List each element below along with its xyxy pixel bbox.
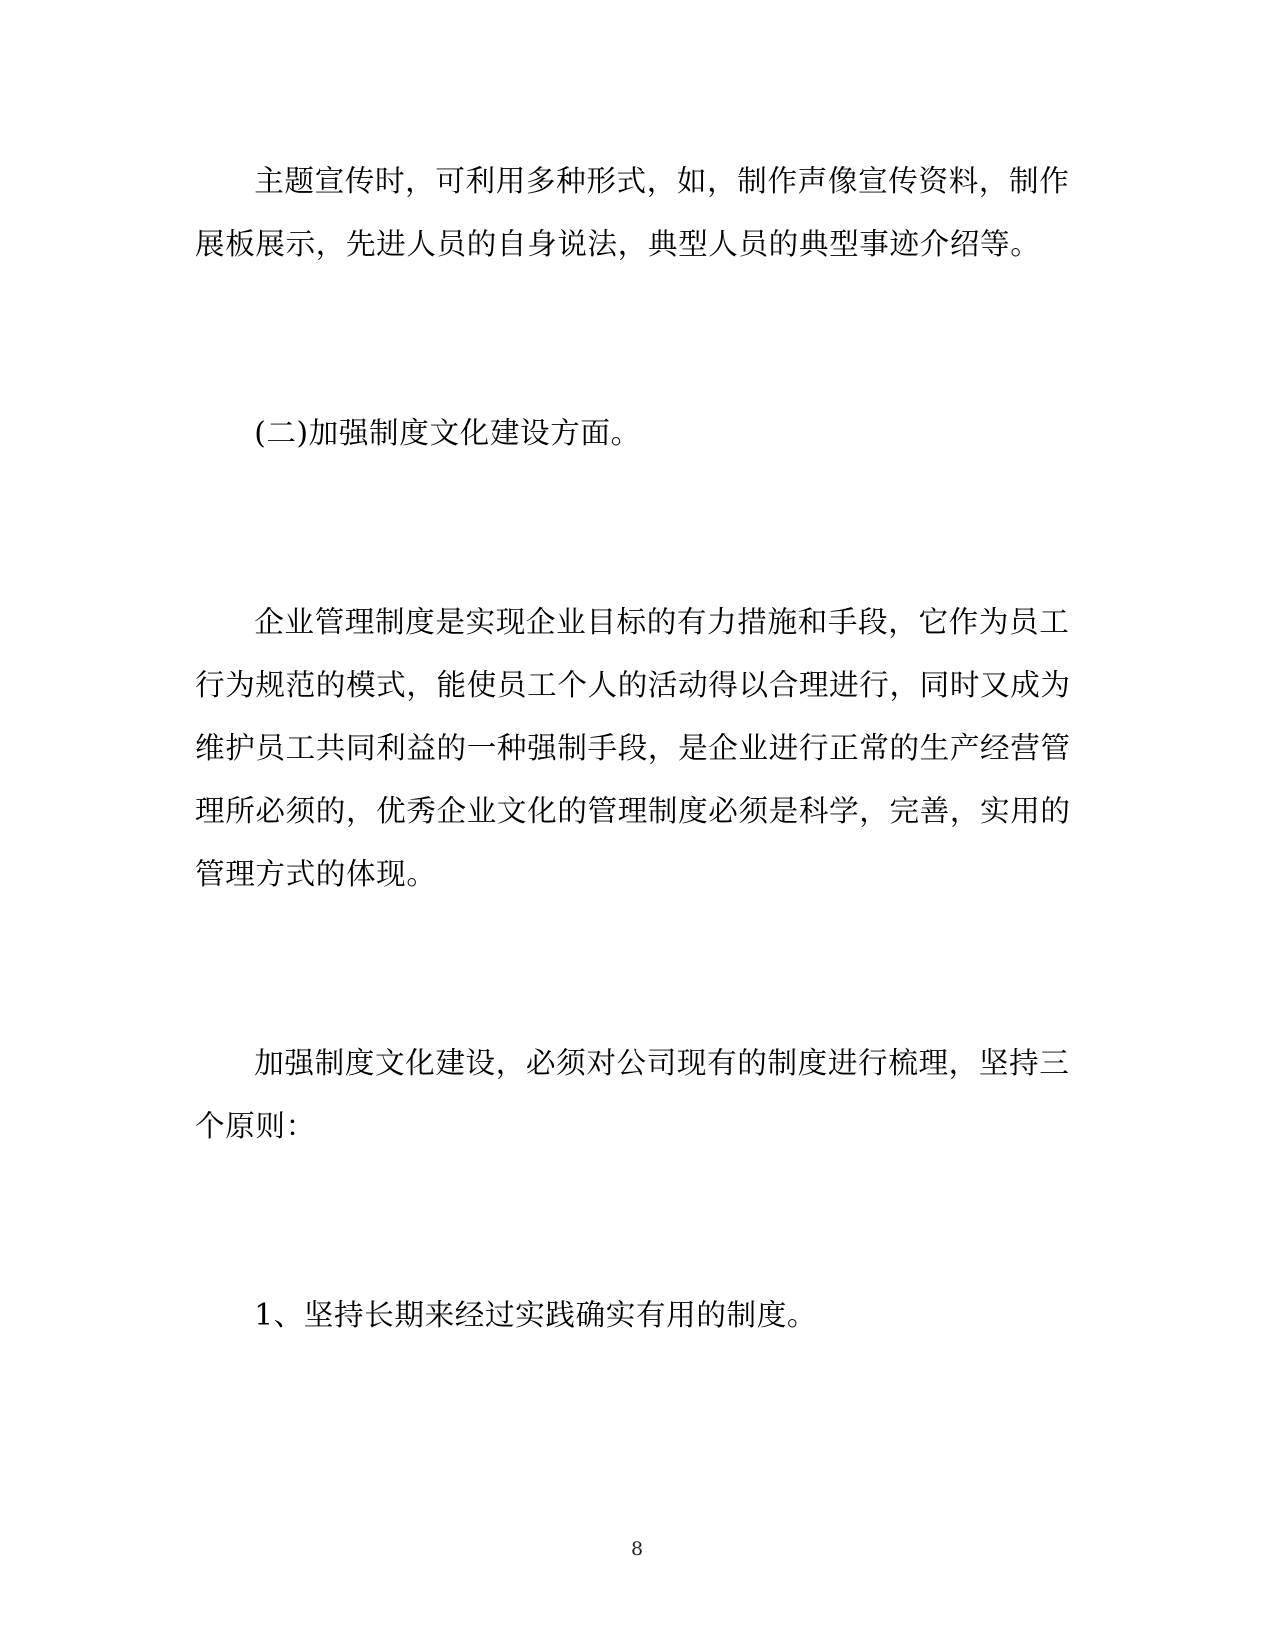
paragraph-spacer [195,906,1075,1032]
paragraph-three-principles: 加强制度文化建设，必须对公司现有的制度进行梳理，坚持三个原则： [195,1046,1070,1143]
paragraph-spacer [195,276,1075,402]
page-number: 8 [630,1538,644,1560]
section-heading-institutional-culture: (二)加强制度文化建设方面。 [254,416,641,450]
list-item-principle-1: 1、坚持长期来经过实践确实有用的制度。 [254,1298,818,1332]
paragraph-spacer [195,465,1075,591]
paragraph-spacer [195,1158,1075,1284]
document-body [195,150,1075,1347]
paragraph-management-system: 企业管理制度是实现企业目标的有力措施和手段，它作为员工行为规范的模式，能使员工个人的活动得以合理进行，同时又成为维护员工共同利益的一种强制手段，是企业进行正常的生产经营管理所必须的，优秀企业文化的管理制度必须是科学，完善，实用的管理方式的体现。 [195,605,1071,891]
paragraph-publicity-forms: 主题宣传时，可利用多种形式，如，制作声像宣传资料，制作展板展示，先进人员的自身说法，典型人员的典型事迹介绍等。 [195,164,1070,261]
